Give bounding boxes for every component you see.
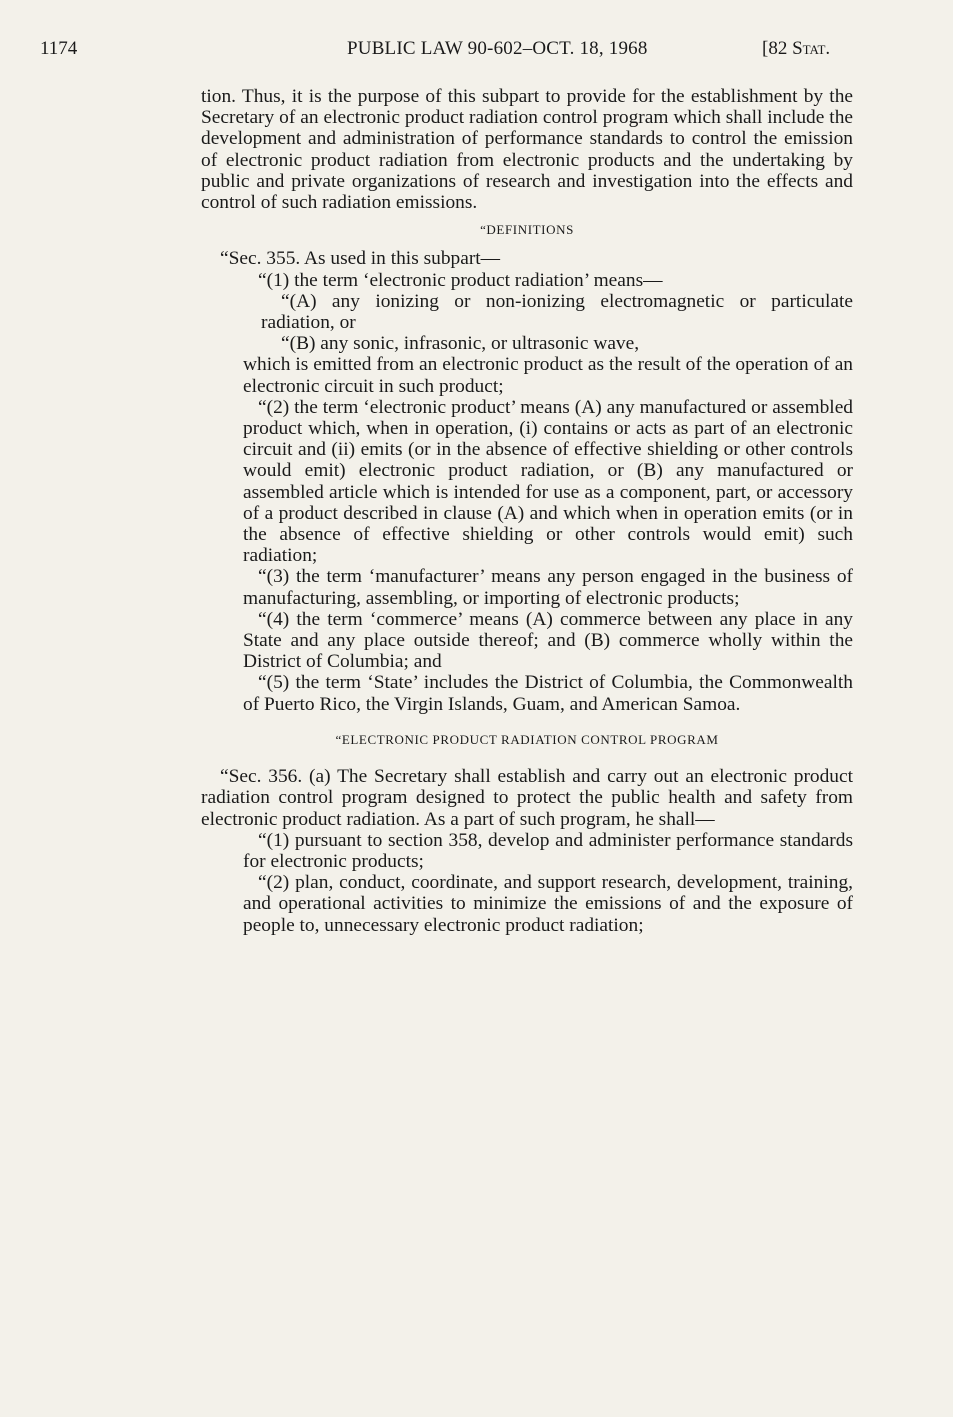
definition-5: “(5) the term ‘State’ includes the District of Columbia, the Commonwealth of Puerto Rico, the Virgin Islands, Guam, and American Samoa.: [243, 672, 853, 715]
page-header: [40, 38, 853, 66]
statute-reference: [82 Stat.: [762, 38, 831, 59]
page-number: 1174: [40, 38, 78, 59]
definition-2: “(2) the term ‘electronic product’ means (A) any manufactured or assembled product which, when in operation, (i) contains or acts as part of an electronic circuit and (ii) emits (or in the absence of effective shielding or other controls would emit) electronic product radiation, or (B) any manufactured or assembled article which is intended for use as a component, part, or accessory of a product described in clause (A) and which when in operation emits (or in the absence of effective shielding or other controls would emit) such radiation;: [243, 396, 853, 567]
heading-program: “ELECTRONIC PRODUCT RADIATION CONTROL PROGRAM: [335, 731, 719, 747]
definition-1-continuation: which is emitted from an electronic product as the result of the operation of an electronic circuit in such product;: [243, 354, 853, 397]
program-item-1: “(1) pursuant to section 358, develop and administer performance standards for electronic products;: [243, 829, 853, 872]
body-text: [201, 86, 853, 936]
heading-definitions: “DEFINITIONS: [480, 222, 574, 238]
running-title: PUBLIC LAW 90-602–OCT. 18, 1968: [347, 38, 648, 59]
section-356-a: “Sec. 356. (a) The Secretary shall establish and carry out an electronic product radiation control program designed to protect the public health and safety from electronic product radiation. As a part of such program, he shall—: [201, 766, 853, 830]
definition-4: “(4) the term ‘commerce’ means (A) commerce between any place in any State and any place outside thereof; and (B) commerce wholly within the District of Columbia; and: [243, 608, 853, 673]
definition-1: “(1) the term ‘electronic product radiation’ means—: [258, 269, 663, 291]
program-item-2: “(2) plan, conduct, coordinate, and support research, development, training, and operational activities to minimize the emissions of and the exposure of people to, unnecessary electronic product radiation;: [243, 872, 853, 936]
definition-1a: “(A) any ionizing or non-ionizing electromagnetic or particulate radiation, or: [261, 290, 853, 334]
section-355-intro: “Sec. 355. As used in this subpart—: [220, 248, 501, 270]
paragraph-purpose: tion. Thus, it is the purpose of this subpart to provide for the establishment by the Secretary of an electronic product radiation control program which shall include the development and administration of performance standards to control the emission of electronic product radiation from electronic products and the undertaking by public and private organizations of research and investigation into the effects and control of such radiation emissions.: [201, 86, 853, 214]
definition-1b: “(B) any sonic, infrasonic, or ultrasonic wave,: [281, 333, 640, 355]
definition-3: “(3) the term ‘manufacturer’ means any person engaged in the business of manufacturing, assembling, or importing of electronic products;: [243, 566, 853, 609]
